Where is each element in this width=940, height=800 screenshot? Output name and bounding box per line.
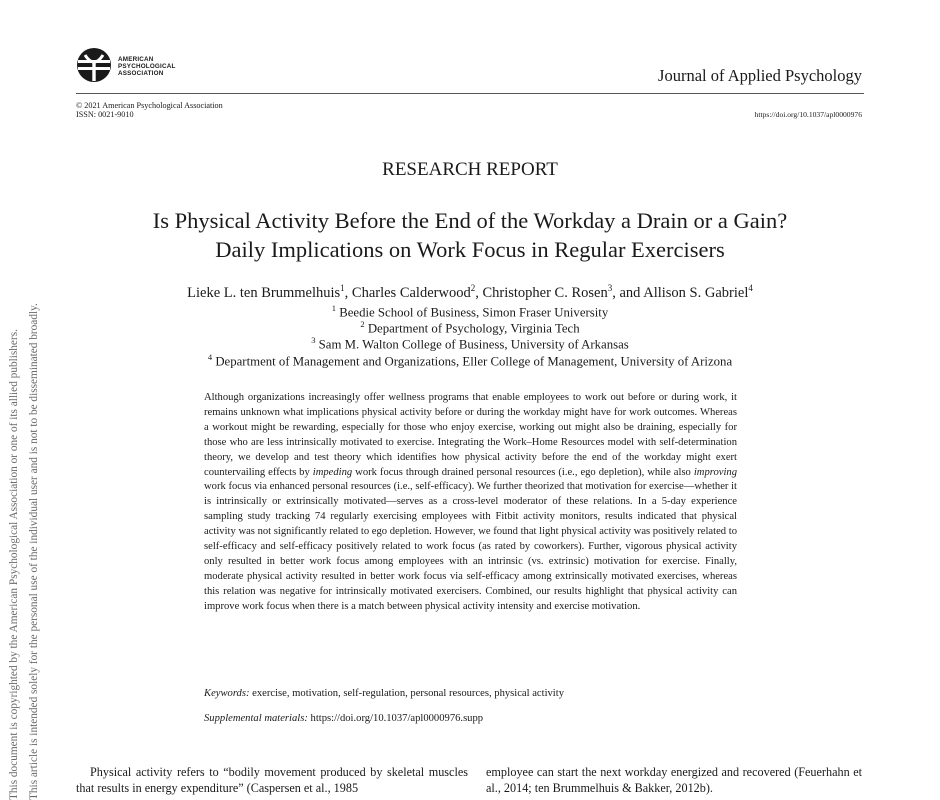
- abstract-emphasis: improving: [693, 466, 737, 478]
- body-text: employee can start the next workday energized and recovered: [486, 765, 791, 779]
- supplemental-materials: [204, 713, 483, 724]
- usage-notice-line: This article is intended solely for the personal use of the individual user and is not to be disseminated broadly.: [28, 303, 40, 800]
- body-text: (Feuerhahn et al., 2014; ten Brummelhuis & Bakker, 2012b).: [486, 765, 862, 795]
- copyright-text: © 2021 American Psychological Association: [76, 101, 223, 110]
- apa-logo: [76, 47, 256, 87]
- body-text: muscles that results in energy expenditure” (Caspersen et al., 1985: [76, 765, 468, 795]
- affiliation: [0, 352, 940, 369]
- keywords-value: exercise, motivation, self-regulation, personal resources, physical activity: [252, 688, 564, 699]
- header-rule: [76, 93, 864, 94]
- doi-link[interactable]: https://doi.org/10.1037/apl0000976: [754, 110, 862, 119]
- author-mark: 2: [470, 283, 476, 293]
- logo-line: AMERICAN: [118, 56, 154, 63]
- affiliation: [0, 303, 940, 320]
- copyright-block: [76, 101, 223, 119]
- logo-line: ASSOCIATION: [118, 70, 164, 77]
- affiliation-text: Sam M. Walton College of Business, University of Arkansas: [318, 337, 629, 352]
- affiliation: [0, 335, 940, 352]
- issn-text: ISSN: 0021-9010: [76, 110, 134, 119]
- author-list: [0, 283, 940, 302]
- abstract-text: work focus through drained personal resources (i.e., ego depletion), while also: [352, 466, 694, 478]
- copyright-notice-line: This document is copyrighted by the American Psychological Association or one of its allied publishers.: [8, 329, 20, 800]
- affiliation-text: Department of Management and Organizations, Eller College of Management, University of Arizona: [215, 354, 733, 369]
- body-text: Physical activity refers to “bodily movement produced by skeletal: [90, 765, 425, 779]
- supplemental-label: Supplemental materials:: [204, 713, 308, 724]
- affiliation-mark: 4: [207, 352, 213, 362]
- affiliation-mark: 2: [360, 319, 365, 329]
- body-column-left: [76, 764, 468, 796]
- author-name: Charles Calderwood: [351, 284, 471, 301]
- journal-name: Journal of Applied Psychology: [658, 66, 862, 85]
- keywords: [204, 688, 564, 699]
- author-mark: 1: [340, 283, 345, 293]
- abstract-text: Although organizations increasingly offer wellness programs that enable employees to work out before or during work, it remains unknown what implications physical activity before or during the workday might have for work outcomes. Whereas a workout might be rewarding, especially for those who enjoy exercise, working out might also be draining, especially for those who are less intrinsically motivated to exercise. Integrating the Work–Home Resources model with self-determination theory, we develop and test theory which identifies how physical activity before the end of the workday might exert countervailing effects by: [204, 392, 737, 478]
- author-separator: ,: [475, 284, 483, 301]
- author-separator: ,: [344, 284, 352, 301]
- article-type: RESEARCH REPORT: [382, 159, 558, 180]
- article-title: [0, 206, 940, 264]
- author-mark: 3: [607, 283, 613, 293]
- author-name: Allison S. Gabriel: [643, 284, 749, 301]
- affiliation: [0, 319, 940, 336]
- title-line: Is Physical Activity Before the End of the Workday a Drain or a Gain?: [152, 208, 788, 233]
- author-name: Lieke L. ten Brummelhuis: [187, 284, 341, 301]
- affiliation-mark: 3: [311, 335, 316, 345]
- author-mark: 4: [748, 283, 753, 293]
- logo-line: PSYCHOLOGICAL: [118, 63, 176, 70]
- affiliation-mark: 1: [331, 303, 336, 313]
- author-name: Christopher C. Rosen: [482, 284, 608, 301]
- author-separator: , and: [612, 284, 644, 301]
- supplemental-link[interactable]: https://doi.org/10.1037/apl0000976.supp: [310, 713, 484, 724]
- keywords-label: Keywords:: [204, 688, 250, 699]
- affiliation-text: Department of Psychology, Virginia Tech: [367, 321, 580, 336]
- title-line: Daily Implications on Work Focus in Regular Exercisers: [215, 237, 725, 262]
- abstract-text: work focus via enhanced personal resources (i.e., self-efficacy). We further theorized that motivation for exercise—whether it is intrinsically or extrinsically motivated—serves as a cross-level moderator of these relations. In a 5-day experience sampling study tracking 74 regularly exercising employees with Fitbit activity monitors, results indicated that physical activity was not significantly related to ego depletion. However, we found that light physical activity was positively related to self-efficacy and self-efficacy positively related to work focus (as rated by coworkers). Further, vigorous physical activity only resulted in better work focus among employees with an intrinsic (vs. extrinsic) motivation for exercise. Finally, moderate physical activity resulted in better work focus via self-efficacy among extrinsically motivated exercises, whereas this relation was negative for intrinsically motivated exercisers. Combined, our results highlight that physical activity can improve work focus when there is a match between physical activity intensity and exercise motivation.: [204, 481, 737, 612]
- abstract: [204, 391, 737, 615]
- abstract-emphasis: impeding: [312, 466, 353, 478]
- apa-emblem-icon: [76, 47, 112, 83]
- affiliation-text: Beedie School of Business, Simon Fraser University: [339, 305, 609, 320]
- body-column-right: [486, 764, 862, 796]
